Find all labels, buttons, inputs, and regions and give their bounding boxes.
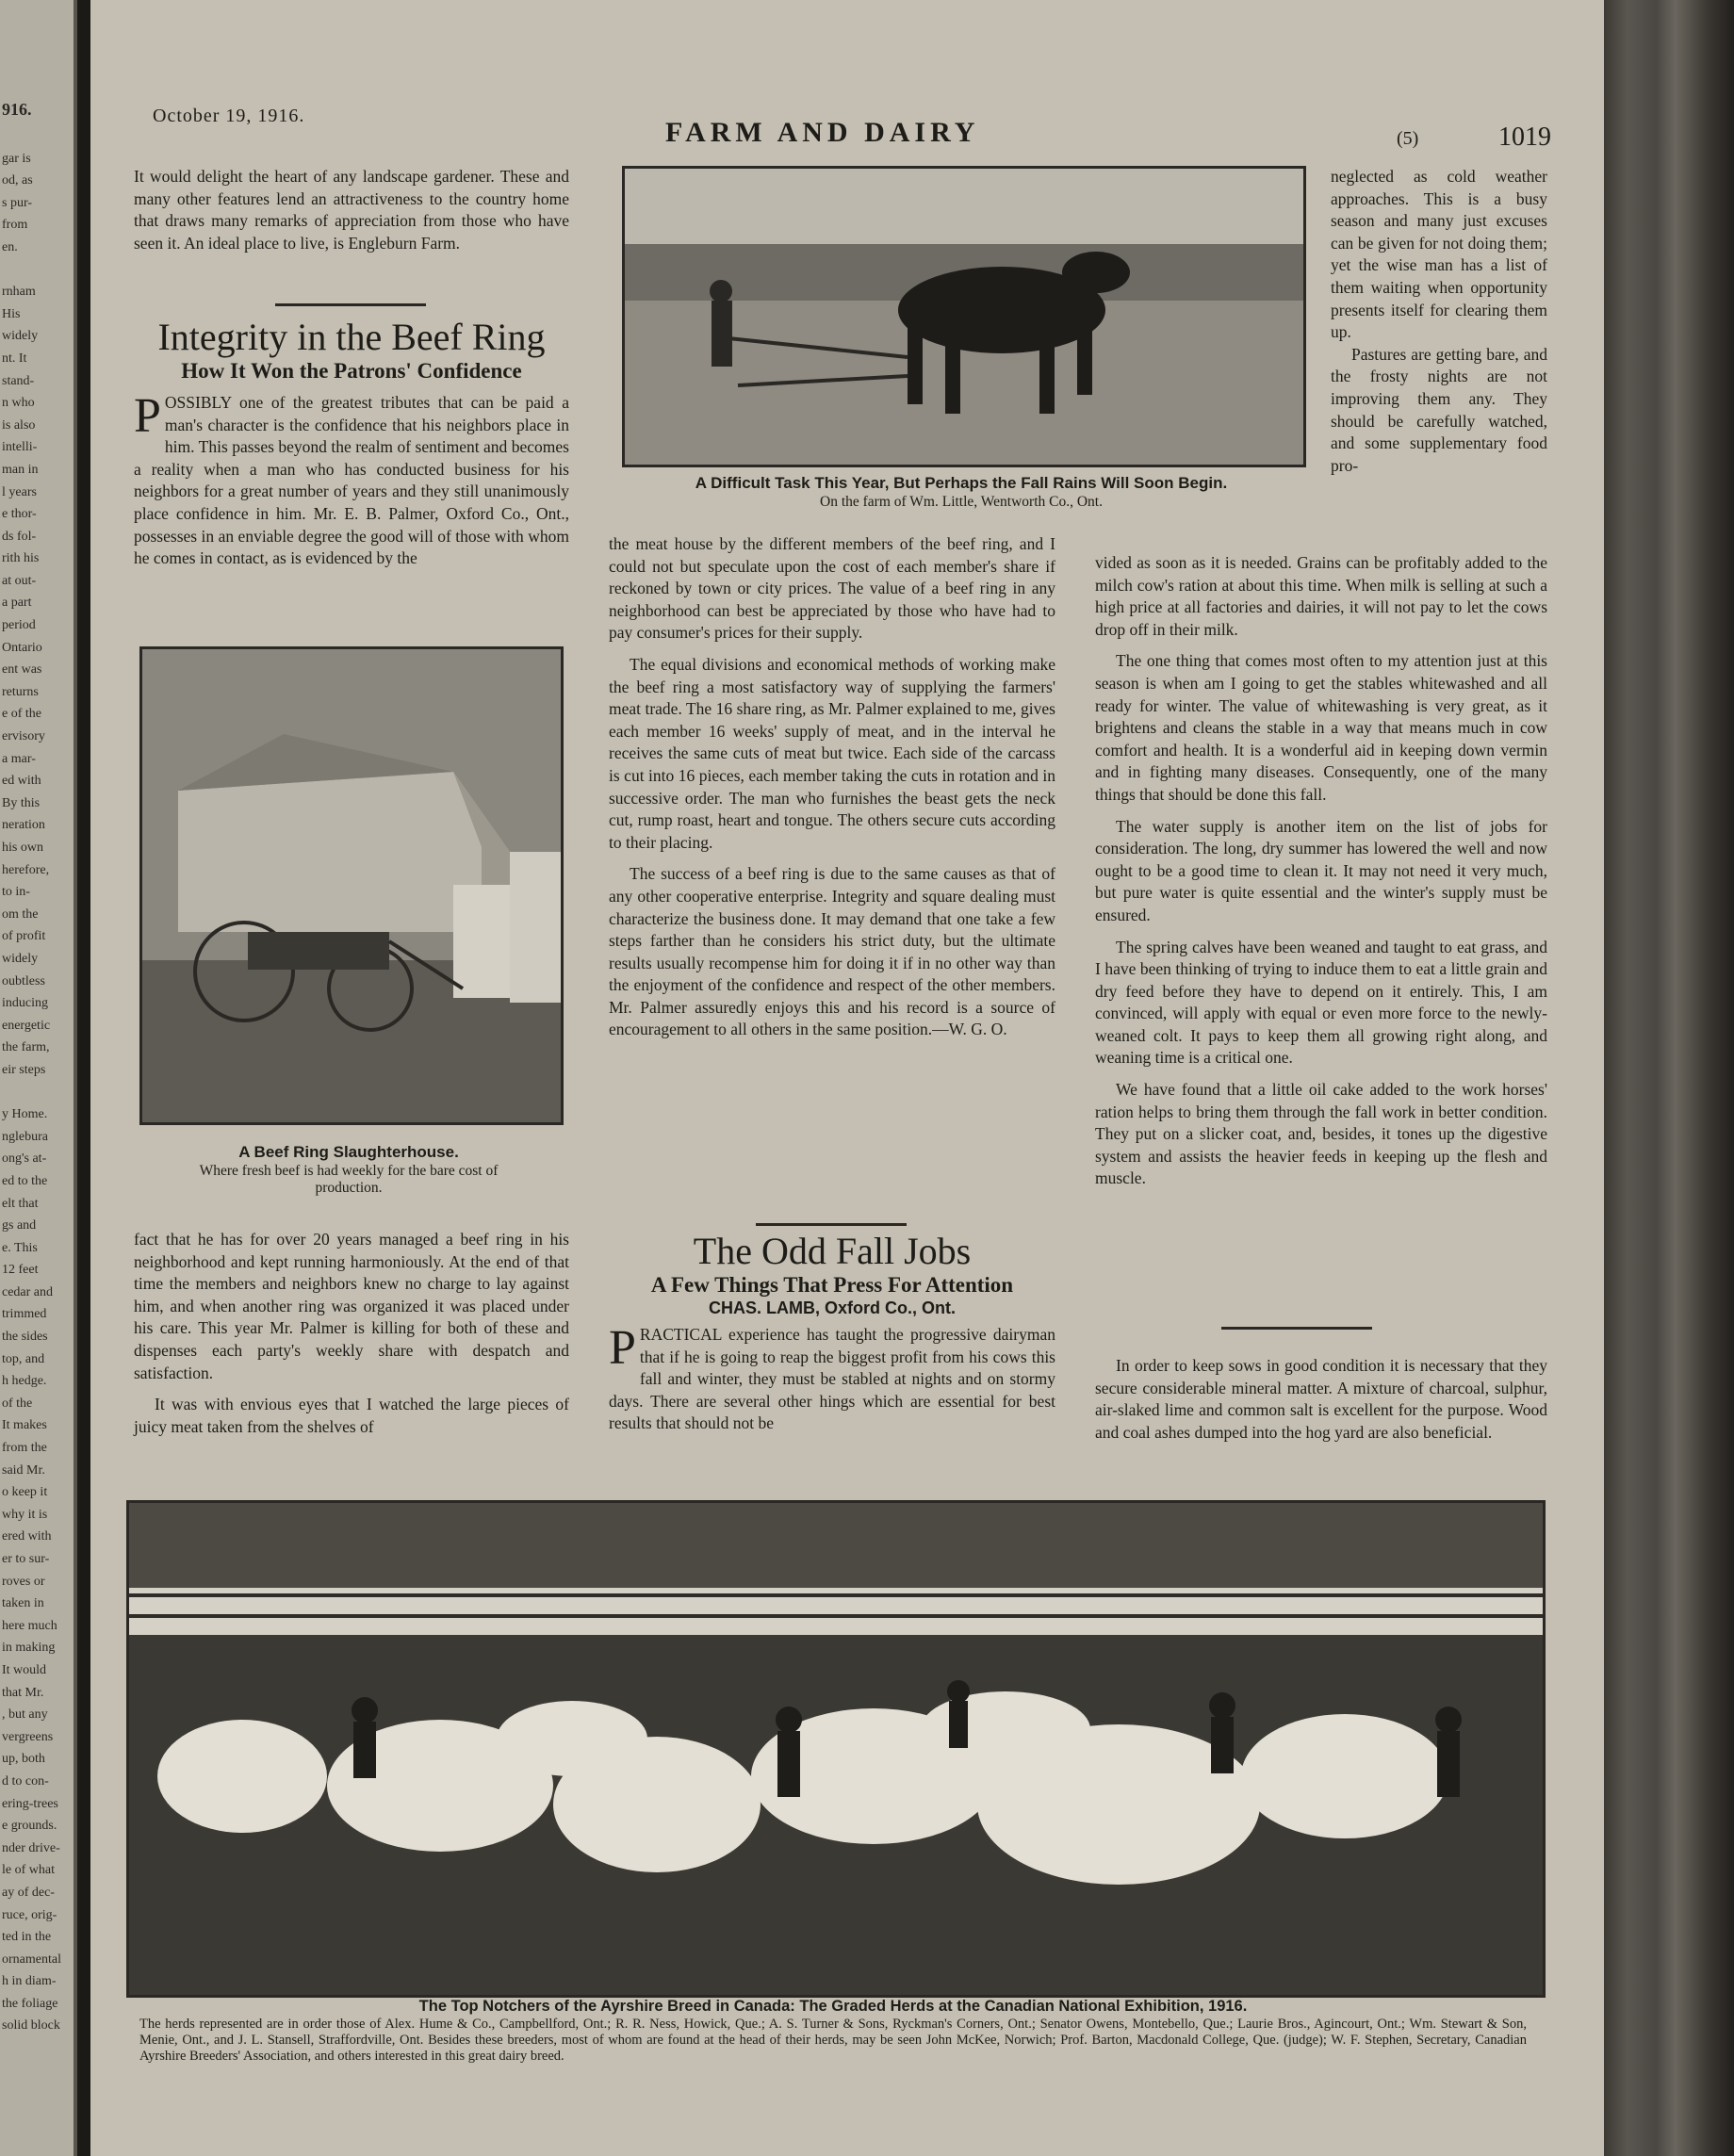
plough-image	[625, 169, 1303, 465]
previous-page-line: oubtless	[2, 973, 45, 988]
drop-cap: P	[134, 389, 161, 443]
previous-page-line: ds fol-	[2, 529, 37, 544]
column-1-top	[134, 166, 569, 254]
caption-text: On the farm of Wm. Little, Wentworth Co., Ont.	[820, 494, 1103, 510]
column-3-top	[1331, 166, 1547, 477]
previous-page-line: e of the	[2, 707, 41, 722]
intro-paragraph: It would delight the heart of any landscape gardener. These and many other features lend an attractiveness to the country home that draws many remarks of appreciation from those who have seen it. An ideal place to live, is Engleburn Farm.	[134, 167, 569, 253]
previous-page-line: from the	[2, 1441, 47, 1456]
previous-page-line: inducing	[2, 996, 48, 1011]
section-divider	[756, 1223, 907, 1226]
previous-page-line: top, and	[2, 1351, 45, 1366]
ayrshire-herd-photo	[126, 1500, 1546, 1998]
drop-cap: P	[609, 1321, 636, 1375]
previous-page-line: the farm,	[2, 1040, 50, 1055]
previous-page-line: widely	[2, 951, 39, 966]
previous-page-line	[0, 259, 74, 282]
previous-page-line: om the	[2, 906, 39, 922]
previous-page-line: ervisory	[2, 729, 45, 744]
previous-page-line: vergreens	[2, 1729, 54, 1744]
previous-page-line: en.	[2, 239, 18, 254]
herd-caption	[126, 1996, 1540, 2065]
previous-page-line: nder drive-	[2, 1840, 60, 1855]
previous-page-line: trimmed	[2, 1307, 47, 1322]
previous-page-line: ruce, orig-	[2, 1907, 57, 1922]
previous-page-line: that Mr.	[2, 1685, 44, 1700]
article-paragraph: The equal divisions and economical methods of working make the beef ring a most satisfactory way of supplying the farmers' meat trade. The 16 share ring, as Mr. Palmer explained to me, gives each member 16 weeks' supply of meat, and in the interval he receives the same cuts of meat but twice. Each side of the carcass is cut into 16 pieces, each member taking the cuts in rotation and in successive order. The man who furnishes the beast gets the neck cut, rump roast, heart and tongue. The others secure cuts according to their placing.	[609, 654, 1055, 852]
previous-page-edge	[0, 0, 77, 2156]
previous-page-line: solid block	[2, 2018, 60, 2034]
previous-page-line: od, as	[2, 173, 33, 188]
article-paragraph: In order to keep sows in good condition it is necessary that they secure considerable mineral matter. A mixture of charcoal, sulphur, air-slaked lime and common salt is excellent for the purpose. Wood and coal ashes dumped into the hog yard are also beneficial.	[1095, 1356, 1547, 1442]
previous-page-line: period	[2, 618, 36, 633]
column-1-bottom	[134, 1229, 569, 1438]
previous-page-line: By this	[2, 795, 41, 810]
previous-page-line: man in	[2, 462, 39, 477]
previous-page-line: It makes	[2, 1418, 47, 1433]
previous-page-line: le of what	[2, 1863, 55, 1878]
previous-page-line: gs and	[2, 1218, 37, 1233]
book-binding-edge	[1604, 0, 1734, 2156]
previous-page-line: ed to the	[2, 1173, 48, 1188]
previous-page-line: ted in the	[2, 1930, 52, 1945]
article-subtitle: A Few Things That Press For Attention	[650, 1273, 1014, 1297]
newspaper-page	[90, 0, 1604, 2156]
previous-page-line: at out-	[2, 573, 37, 588]
previous-page-line: to in-	[2, 885, 30, 900]
slaughterhouse-photo	[139, 646, 564, 1125]
plough-caption	[622, 473, 1300, 511]
previous-page-line: of profit	[2, 929, 46, 944]
article-title: The Odd Fall Jobs	[693, 1230, 972, 1272]
article-paragraph: Pastures are getting bare, and the frosty nights are not improving them any. They should be carefully watched, and some supplementary food pro-	[1331, 344, 1547, 475]
previous-page-line: up, both	[2, 1752, 45, 1767]
article-paragraph: The spring calves have been weaned and taught to eat grass, and I have been thinking of trying to induce them to eat a little grain and dry feed before they have to depend on it entirely. This, I am convinced, will apply with equal or even more force to the newly-weaned colt. It pays to keep them all growing right along, and weaning time is a critical one.	[1095, 937, 1547, 1068]
issue-date: October 19, 1916.	[153, 106, 305, 126]
previous-page-line: nglebura	[2, 1129, 48, 1144]
section-divider	[1221, 1327, 1372, 1330]
previous-page-line: the sides	[2, 1330, 48, 1345]
previous-page-line: It would	[2, 1662, 47, 1677]
article-paragraph: POSSIBLY one of the greatest tributes that can be paid a man's character is the confidence that his neighbors place in him. This passes beyond the realm of sentiment and becomes a reality when a man who has conducted business for his neighbors for a great number of years and they still unanimously place confidence in him. Mr. E. B. Palmer, Oxford Co., Ont., possesses in an enviable degree the good will of those with whom he comes in contact, as is evidenced by the	[134, 389, 569, 568]
previous-page-line: cedar and	[2, 1284, 54, 1299]
article-paragraph: It was with envious eyes that I watched the large pieces of juicy meat taken from the shelves of	[134, 1395, 569, 1436]
previous-page-line: is also	[2, 417, 36, 433]
previous-page-line: from	[2, 218, 28, 233]
previous-page-line: h hedge.	[2, 1374, 47, 1389]
previous-page-line: roves or	[2, 1574, 45, 1589]
ayrshire-herd-image	[129, 1503, 1543, 1995]
previous-page-line: widely	[2, 329, 39, 344]
article-paragraph: The success of a beef ring is due to the same causes as that of any other cooperative enterprise. Integrity and square dealing must characterize the business done. It may demand that one take a few steps farther than he considers his strict duty, but the ultimate results usually recompense him for doing it if in no other way than the enjoyment of the confidence and respect of the other members. Mr. Palmer assuredly enjoys this and his record is a source of encouragement to all others in the same position.—W. G. O.	[609, 864, 1055, 1039]
previous-page-line: nt. It	[2, 351, 27, 366]
article-byline: CHAS. LAMB, Oxford Co., Ont.	[709, 1298, 956, 1317]
plough-photo	[622, 166, 1306, 467]
previous-page-line: ering-trees	[2, 1796, 58, 1811]
caption-title: The Top Notchers of the Ayrshire Breed in Canada: The Graded Herds at the Canadian National Exhibition, 1916.	[418, 1998, 1248, 2015]
article-paragraph: vided as soon as it is needed. Grains can be profitably added to the milch cow's ration at about this time. When milk is selling at such a high price at all factories and dairies, it will not pay to let the cows drop off in their milk.	[1095, 553, 1547, 639]
previous-page-line: gar is	[2, 151, 31, 166]
previous-page-line: rith his	[2, 551, 40, 566]
publication-title: FARM AND DAIRY	[665, 117, 980, 148]
previous-page-line	[0, 1082, 74, 1104]
previous-page-line: e. This	[2, 1240, 38, 1255]
column-2	[609, 533, 1055, 1041]
beef-ring-article	[134, 317, 569, 570]
slaughterhouse-image	[142, 649, 561, 1122]
previous-page-line: ornamental	[2, 1952, 61, 1967]
previous-page-line: a mar-	[2, 751, 36, 766]
article-paragraph: neglected as cold weather approaches. This is a busy season and many just excuses can be given for not doing them; yet the wise man has a list of them waiting when opportunity presents itself for clearing them up.	[1331, 167, 1547, 342]
caption-text: Where fresh beef is had weekly for the bare cost of production.	[199, 1163, 499, 1196]
article-paragraph: We have found that a little oil cake added to the work horses' ration helps to bring them through the fall work in better condition. They put on a slicker coat, and, besides, it tones up the digestive system and assists the heavier feeds in keeping up the flesh and muscle.	[1095, 1080, 1547, 1188]
caption-title: A Difficult Task This Year, But Perhaps the Fall Rains Will Soon Begin.	[695, 474, 1228, 492]
previous-page-line: y Home.	[2, 1107, 48, 1122]
previous-page-line: His	[2, 306, 21, 321]
previous-page-text	[0, 99, 74, 2037]
caption-title: A Beef Ring Slaughterhouse.	[238, 1143, 459, 1161]
previous-page-line: taken in	[2, 1596, 44, 1611]
previous-page-line: s pur-	[2, 195, 32, 210]
article-paragraph: PRACTICAL experience has taught the progressive dairyman that if he is going to reap the biggest profit from his cows this fall and winter, they must be stabled at nights and on stormy days. There are several other hings which are essential for best results that should not be	[609, 1321, 1055, 1433]
previous-page-line: elt that	[2, 1196, 39, 1211]
page-number: 1019	[1498, 122, 1551, 152]
previous-page-line: intelli-	[2, 440, 38, 455]
previous-page-line: e grounds.	[2, 1819, 57, 1834]
previous-page-line: er to sur-	[2, 1552, 50, 1566]
previous-page-folio: 916.	[2, 100, 32, 119]
previous-page-line: herefore,	[2, 862, 50, 877]
previous-page-line: h in diam-	[2, 1974, 57, 1989]
column-3-bottom	[1095, 1355, 1547, 1444]
previous-page-line: d to con-	[2, 1773, 49, 1788]
article-paragraph: fact that he has for over 20 years managed a beef ring in his neighborhood and kept running harmoniously. At the end of that time the members and neighbors knew no charge to lay against him, and when another ring was organized it was placed under his care. This year Mr. Palmer is killing for both of these and dispenses each party's weekly share with despatch and satisfaction.	[134, 1230, 569, 1382]
article-title: Integrity in the Beef Ring	[157, 316, 546, 358]
previous-page-line: in making	[2, 1641, 56, 1656]
previous-page-line: said Mr.	[2, 1462, 45, 1478]
section-divider	[275, 303, 426, 306]
article-subtitle: How It Won the Patrons' Confidence	[181, 359, 522, 383]
previous-page-line: ed with	[2, 774, 41, 789]
previous-page-line: o keep it	[2, 1485, 48, 1500]
previous-page-line: e thor-	[2, 507, 37, 522]
previous-page-line: neration	[2, 818, 45, 833]
slaughterhouse-caption	[139, 1142, 558, 1197]
previous-page-line: of the	[2, 1396, 33, 1411]
issue-number: (5)	[1397, 128, 1419, 149]
previous-page-line: here much	[2, 1618, 57, 1633]
article-paragraph: The water supply is another item on the list of jobs for consideration. The long, dry summer has lowered the well and now ought to be a good time to clean it. It may not need it very much, but pure water is quite essential and the winter's supply must be ensured.	[1095, 816, 1547, 924]
previous-page-line: the foliage	[2, 1996, 58, 2011]
previous-page-line: a part	[2, 596, 32, 611]
previous-page-line: his own	[2, 841, 43, 855]
previous-page-line: eir steps	[2, 1062, 46, 1077]
article-paragraph: The one thing that comes most often to my attention just at this season is when am I going to get the stables whitewashed and all ready for winter. The value of whitewashing is very great, as it brightens and cleans the stable in a way that means much in cow comfort and health. It is a wonderful aid in keeping down vermin and in fighting many diseases. Consequently, one of the many things that should be done this fall.	[1095, 651, 1547, 804]
previous-page-line: 12 feet	[2, 1263, 39, 1278]
previous-page-line: ent was	[2, 662, 42, 678]
previous-page-line: returns	[2, 684, 39, 699]
previous-page-line: ong's at-	[2, 1152, 47, 1167]
previous-page-line: , but any	[2, 1707, 48, 1723]
previous-page-line: l years	[2, 484, 37, 499]
previous-page-line: stand-	[2, 373, 35, 388]
previous-page-line: ered with	[2, 1529, 52, 1544]
column-3	[1095, 552, 1547, 1190]
article-paragraph: the meat house by the different members of the beef ring, and I could not but speculate upon the cost of each member's share if reckoned by town or city prices. The value of a beef ring in any neighborhood can best be appreciated by those who have had to pay consumer's prices for their supply.	[609, 534, 1055, 643]
previous-page-line: Ontario	[2, 640, 42, 655]
previous-page-line: rnham	[2, 285, 36, 300]
odd-fall-jobs-article	[609, 1231, 1055, 1435]
previous-page-line: n who	[2, 396, 35, 411]
caption-text: The herds represented are in order those of Alex. Hume & Co., Campbellford, Ont.; R. R. Ness, Howick, Que.; A. S. Turner & Sons, Ryckman's Corners, Ont.; Senator Owens, Montebello, Que.; Laurie Bros., Agincourt, Ont.; Wm. Stewart & Son, Menie, Ont., and J. L. Stansell, Straffordville, Ont. Besides these breeders, most of whom are found at the head of their herds, may be seen John McKee, Norwich; Prof. Barton, Macdonald College, Que. (judge); W. F. Stephen, Secretary, Canadian Ayrshire Breeders' Association, and others interested in this great dairy breed.	[139, 2017, 1527, 2064]
previous-page-line: why it is	[2, 1507, 48, 1522]
previous-page-line: energetic	[2, 1018, 51, 1033]
previous-page-line: ay of dec-	[2, 1885, 55, 1900]
